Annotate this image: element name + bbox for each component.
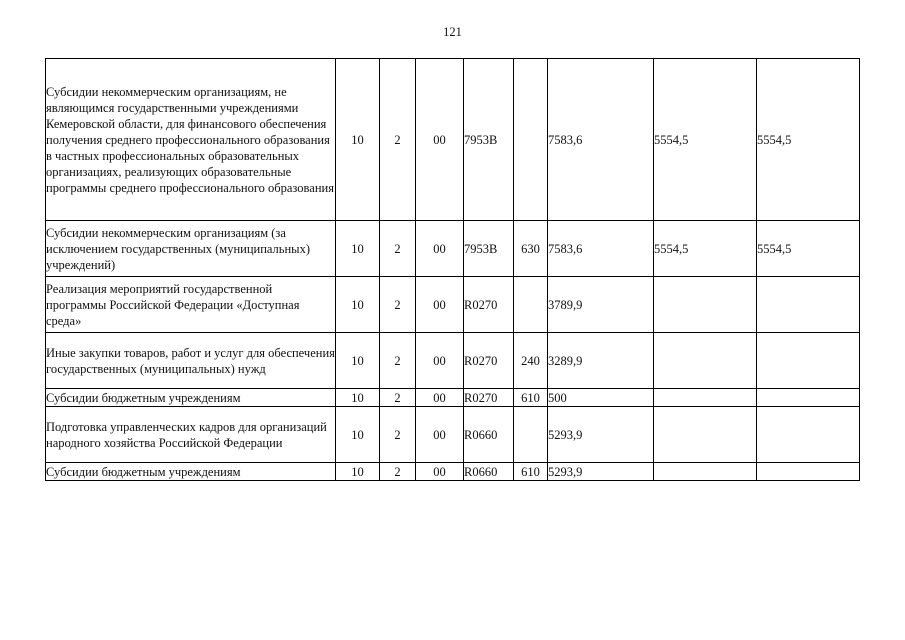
article-code: 7953В [464, 59, 514, 221]
row-name: Реализация мероприятий государственной программы Российской Федерации «Доступная среда» [46, 277, 336, 333]
table-row [46, 407, 860, 463]
amount-2 [654, 463, 757, 481]
amount-1: 7583,6 [548, 59, 654, 221]
amount-2 [654, 407, 757, 463]
subsection-code: 2 [380, 221, 416, 277]
program-code: 00 [416, 463, 464, 481]
expense-type-code [514, 59, 548, 221]
amount-1: 3789,9 [548, 277, 654, 333]
subsection-code: 2 [380, 463, 416, 481]
article-code: R0660 [464, 407, 514, 463]
table-row [46, 463, 860, 481]
section-code: 10 [336, 59, 380, 221]
program-code: 00 [416, 59, 464, 221]
subsection-code: 2 [380, 277, 416, 333]
subsection-code: 2 [380, 389, 416, 407]
table-row [46, 333, 860, 389]
section-code: 10 [336, 463, 380, 481]
expense-type-code: 630 [514, 221, 548, 277]
row-name: Субсидии бюджетным учреждениям [46, 389, 336, 407]
subsection-code: 2 [380, 59, 416, 221]
expense-type-code [514, 407, 548, 463]
section-code: 10 [336, 333, 380, 389]
amount-3 [757, 407, 860, 463]
row-name: Субсидии некоммерческим организациям, не являющимся государственными учреждениями Кемеровской области, для финансового обеспечения получения среднего профессионального образования в частных профессиональных образовательных организациях, реализующих образовательные программы среднего профессионального образования [46, 59, 336, 221]
program-code: 00 [416, 407, 464, 463]
table-row [46, 389, 860, 407]
section-code: 10 [336, 277, 380, 333]
amount-3 [757, 463, 860, 481]
amount-3 [757, 277, 860, 333]
section-code: 10 [336, 389, 380, 407]
amount-3: 5554,5 [757, 59, 860, 221]
amount-1: 3289,9 [548, 333, 654, 389]
expense-type-code [514, 277, 548, 333]
program-code: 00 [416, 277, 464, 333]
amount-2 [654, 389, 757, 407]
subsection-code: 2 [380, 333, 416, 389]
section-code: 10 [336, 221, 380, 277]
section-code: 10 [336, 407, 380, 463]
table-row [46, 59, 860, 221]
article-code: R0660 [464, 463, 514, 481]
row-name: Подготовка управленческих кадров для организаций народного хозяйства Российской Федерации [46, 407, 336, 463]
expense-type-code: 240 [514, 333, 548, 389]
amount-3 [757, 389, 860, 407]
row-name: Иные закупки товаров, работ и услуг для обеспечения государственных (муниципальных) нужд [46, 333, 336, 389]
amount-2: 5554,5 [654, 59, 757, 221]
row-name: Субсидии некоммерческим организациям (за исключением государственных (муниципальных) учреждений) [46, 221, 336, 277]
page-number: 121 [443, 25, 462, 39]
amount-1: 5293,9 [548, 407, 654, 463]
article-code: 7953В [464, 221, 514, 277]
expense-type-code: 610 [514, 389, 548, 407]
row-name: Субсидии бюджетным учреждениям [46, 463, 336, 481]
article-code: R0270 [464, 389, 514, 407]
amount-1: 500 [548, 389, 654, 407]
amount-3 [757, 333, 860, 389]
budget-table [45, 58, 860, 481]
amount-2 [654, 277, 757, 333]
amount-2 [654, 333, 757, 389]
program-code: 00 [416, 221, 464, 277]
subsection-code: 2 [380, 407, 416, 463]
expense-type-code: 610 [514, 463, 548, 481]
table-row [46, 221, 860, 277]
program-code: 00 [416, 333, 464, 389]
table-row [46, 277, 860, 333]
program-code: 00 [416, 389, 464, 407]
article-code: R0270 [464, 277, 514, 333]
amount-3: 5554,5 [757, 221, 860, 277]
amount-1: 5293,9 [548, 463, 654, 481]
article-code: R0270 [464, 333, 514, 389]
amount-2: 5554,5 [654, 221, 757, 277]
amount-1: 7583,6 [548, 221, 654, 277]
